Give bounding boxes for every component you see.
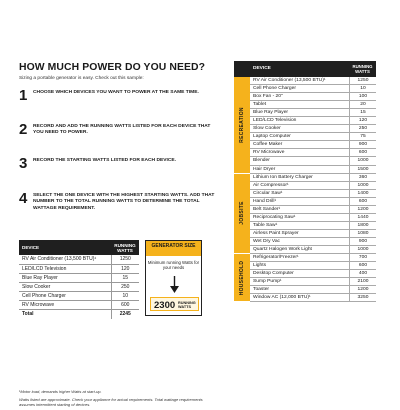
step-text: CHOOSE WHICH DEVICES YOU WANT TO POWER AT THE SAME TIME. [33,90,199,95]
table-row [19,273,139,282]
device-cell: Circular Saw¹ [253,190,283,196]
table-row [250,206,376,214]
watts-cell: 120 [349,117,376,124]
device-cell: Air Compressor¹ [253,182,289,188]
device-cell: Hair Dryer [253,166,276,172]
watts-cell: 20 [349,101,376,108]
step-number: 3 [19,155,28,172]
step-3 [19,155,221,182]
table-row [250,286,376,294]
table-row [250,125,376,133]
step-1 [19,87,221,114]
watts-cell: 600 [349,262,376,269]
device-cell: Sump Pump¹ [253,279,282,285]
table-row [250,117,376,125]
watts-cell: 15 [111,273,139,282]
category-label [234,254,250,302]
watts-cell: 2100 [349,278,376,285]
device-cell: Airless Paint Sprayer [253,230,299,236]
device-cell: Toaster [253,287,270,293]
category-label [234,77,250,174]
footnote-motor-load: ¹Motor load, demands higher Watts at start-up. [19,389,102,394]
wattage-reference-table [234,61,376,302]
table-row [250,270,376,278]
generator-size-unit: RUNNING WATTS [178,300,196,309]
watts-cell: 1080 [349,230,376,237]
table-row [250,93,376,101]
arrow-down-icon [170,276,179,293]
watts-cell: 75 [349,133,376,140]
col-device: DEVICE [19,240,111,255]
device-cell: Slow Cooker [253,126,281,132]
device-cell: Cell Phone Charger [19,291,111,300]
device-cell: Window AC (12,000 BTU)¹ [253,295,311,301]
watts-cell: 3250 [349,294,376,301]
step-text: SELECT THE ONE DEVICE WITH THE HIGHEST STARTING WATTS. ADD THAT NUMBER TO THE TOTAL RUNNING WATTS TO DETERMINE THE TOTAL WATTAGE REQUIREMENT. [33,193,215,211]
generator-size-title: GENERATOR SIZE [146,241,201,256]
table-row [250,157,376,165]
watts-cell: 120 [111,264,139,273]
watts-cell: 1000 [349,182,376,189]
step-number: 2 [19,121,28,138]
table-row [250,101,376,109]
category-name: HOUSEHOLD [239,260,245,295]
table-row [19,291,139,300]
device-cell: LED/LCD Television [19,264,111,273]
device-cell: Tablet [253,102,267,108]
watts-cell: 600 [111,300,139,309]
reference-table-header [234,61,376,77]
total-label: Total [22,311,34,318]
col-running-watts: RUNNING WATTS [352,64,373,74]
step-text: RECORD AND ADD THE RUNNING WATTS LISTED FOR EACH DEVICE THAT YOU NEED TO POWER. [33,124,211,136]
watts-cell: 100 [349,93,376,100]
example-table [19,240,139,319]
watts-cell: 600 [349,198,376,205]
table-row [250,222,376,230]
watts-cell: 1250 [349,77,376,84]
device-cell: Reciprocating Saw¹ [253,214,296,220]
watts-cell: 1400 [349,190,376,197]
category-jobsite [234,174,376,254]
watts-cell: 1250 [111,255,139,264]
footnotes [19,389,219,410]
table-row [19,300,139,309]
step-2 [19,121,221,148]
example-table-header [19,240,139,255]
table-row [19,255,139,264]
watts-cell: 1800 [349,222,376,229]
device-cell: Laptop Computer [253,134,291,140]
table-row [250,77,376,85]
device-cell: LED/LCD Television [253,118,297,124]
category-name: JOBSITE [239,201,245,226]
watts-cell: 700 [349,254,376,261]
device-cell: Quartz Halogen Work Light [253,246,312,252]
table-row [250,262,376,270]
table-row [19,264,139,273]
page-title: HOW MUCH POWER DO YOU NEED? [19,62,206,73]
device-cell: RV Microwave [19,300,111,309]
watts-cell: 15 [349,109,376,116]
watts-cell: 250 [349,125,376,132]
device-cell: Cell Phone Charger [253,86,296,92]
watts-cell: 900 [349,238,376,245]
table-row [250,166,376,174]
watts-cell: 400 [349,270,376,277]
step-number: 4 [19,190,28,207]
col-device: DEVICE [253,66,271,71]
category-household [234,254,376,302]
step-text: RECORD THE STARTING WATTS LISTED FOR EACH DEVICE. [33,158,177,163]
device-cell: Desktop Computer [253,271,294,277]
watts-cell: 250 [111,282,139,291]
footnote-approximate: Watts listed are approximate. Check your appliance for actual requirements. Total wattage requirements assumes intermittent starting of devices. [19,397,203,407]
device-cell: Lithium Ion Battery Charger [253,174,313,180]
device-cell: Wet Dry Vac [253,238,280,244]
device-cell: Coffee Maker [253,142,283,148]
watts-cell: 10 [349,85,376,92]
table-row [250,174,376,182]
table-row [250,141,376,149]
watts-cell: 900 [349,141,376,148]
device-cell: Blender [253,158,270,164]
device-cell: Lights [253,263,267,269]
watts-cell: 1500 [349,166,376,173]
device-cell: Refrigerator/Freezer¹ [253,255,299,261]
watts-cell: 1000 [349,157,376,164]
header-spacer [234,61,250,77]
table-row [250,198,376,206]
table-row [250,133,376,141]
table-row [250,230,376,238]
device-cell: Hand Drill¹ [253,198,277,204]
device-cell: Table Saw¹ [253,222,278,228]
watts-cell: 10 [111,291,139,300]
generator-size-box [145,240,202,316]
table-row [250,190,376,198]
category-label [234,174,250,254]
device-cell: RV Air Conditioner (13,500 BTU)¹ [253,78,326,83]
category-name: RECREATION [239,106,245,143]
watts-cell: 360 [349,174,376,181]
watts-cell: 1000 [349,246,376,253]
device-cell: RV Microwave [253,150,285,156]
step-number: 1 [19,87,28,104]
total-row [19,310,139,319]
device-cell: Belt Sander¹ [253,206,281,212]
category-rows [250,77,376,174]
device-cell: Blue Ray Player [253,110,289,116]
table-row [250,85,376,93]
left-panel [19,62,221,407]
step-4 [19,190,221,217]
total-value: 2245 [111,310,139,319]
table-row [19,282,139,291]
table-row [250,182,376,190]
table-row [250,214,376,222]
category-rows [250,254,376,302]
watts-cell: 600 [349,149,376,156]
table-row [250,246,376,254]
table-row [250,254,376,262]
col-running-watts: RUNNING WATTS [111,240,139,255]
category-rows [250,174,376,254]
table-row [250,278,376,286]
table-row [250,149,376,157]
generator-size-result [150,297,199,311]
device-cell: RV Air Conditioner (13,500 BTU)¹ [19,255,111,264]
device-cell: Blue Ray Player [19,273,111,282]
generator-size-note: Minimum running Watts for your needs [147,260,200,271]
device-cell: Box Fan - 20" [253,94,283,100]
generator-size-value: 2300 [154,300,176,311]
watts-cell: 1200 [349,206,376,213]
watts-cell: 1200 [349,286,376,293]
page-subtitle: Sizing a portable generator is easy. Check out this sample: [19,76,144,81]
device-cell: Slow Cooker [19,282,111,291]
table-row [250,238,376,246]
category-recreation [234,77,376,174]
watts-cell: 1440 [349,214,376,221]
table-row [250,109,376,117]
table-row [250,294,376,302]
